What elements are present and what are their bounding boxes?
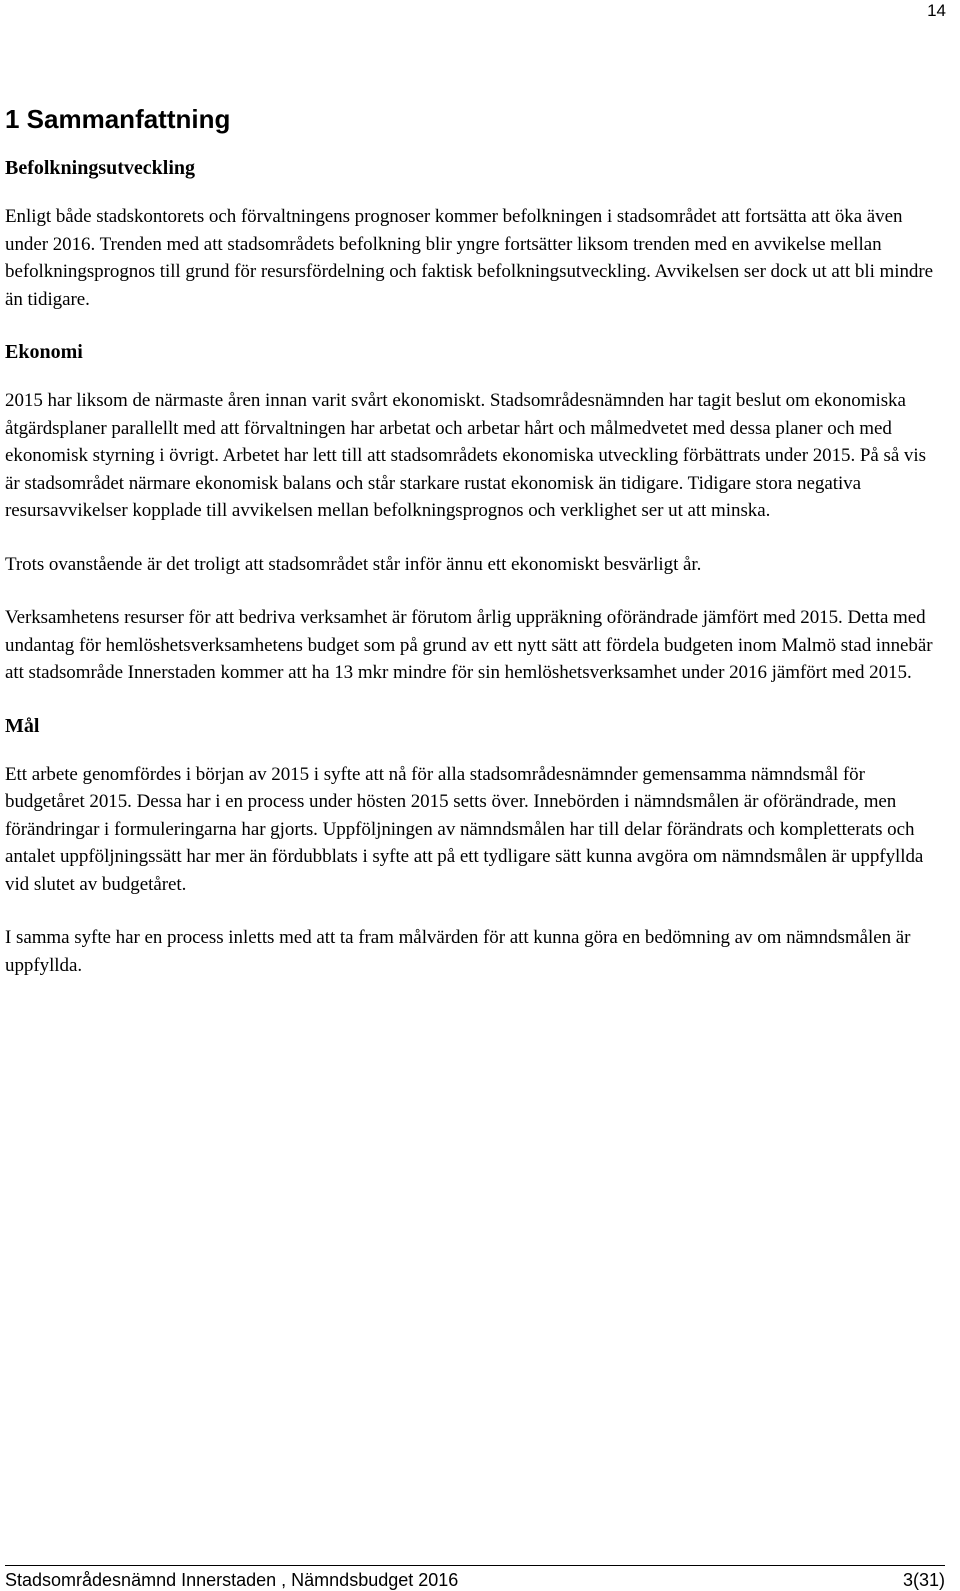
- paragraph: I samma syfte har en process inletts med att ta fram målvärden för att kunna göra en bedömning av om nämndsmålen är uppfyllda.: [5, 927, 911, 976]
- footer-page-count: 3(31): [902, 1570, 945, 1590]
- paragraph: Verksamhetens resurser för att bedriva verksamhet är förutom årlig uppräkning oförändrade jämfört med 2015. Detta med undantag för hemlöshetsverksamhetens budget som på grund av ett nytt sätt att fördela budgeten inom Malmö stad innebär att stadsområde Innerstaden kommer att ha 13 mkr mindre för sin hemlöshetsverksamhet under 2016 jämfört med 2015.: [5, 607, 933, 683]
- section-title-mal: Mål: [5, 714, 40, 737]
- section-title-befolkning: Befolkningsutveckling: [5, 157, 196, 179]
- page-number: 14: [927, 1, 946, 20]
- page-footer: [5, 1565, 945, 1591]
- paragraph: Enligt både stadskontorets och förvaltningens prognoser kommer befolkningen i stadsområdet att fortsätta att öka även under 2016. Trenden med att stadsområdets befolkning blir yngre fortsätter liksom trenden med en avvikelse mellan befolkningsprognos till grund för resursfördelning och faktisk befolkningsutveckling. Avvikelsen ser dock ut att bli mindre än tidigare.: [5, 206, 934, 310]
- paragraph: Ett arbete genomfördes i början av 2015 i syfte att nå för alla stadsområdesnämnder gemensamma nämndsmål för budgetåret 2015. Dessa har i en process under hösten 2015 setts över. Innebörden i nämndsmålen är oförändrade, men förändringar i formuleringarna har gjorts. Uppföljningen av nämndsmålen har till delar förändrats och kompletterats och antalet uppföljningssätt har mer än fördubblats i syfte att på ett tydligare sätt kunna avgöra om nämndsmålen är uppfyllda vid slutet av budgetåret.: [5, 763, 924, 895]
- document-body: [5, 102, 935, 1005]
- section-title-ekonomi: Ekonomi: [5, 341, 83, 363]
- paragraph: 2015 har liksom de närmaste åren innan varit svårt ekonomiskt. Stadsområdesnämnden har tagit beslut om ekonomiska åtgärdsplaner parallellt med att förvaltningen har arbetat och arbetar hårt och målmedvetet med dessa planer och med ekonomisk styrning i övrigt. Arbetet har lett till att stadsområdets ekonomiska utveckling förbättrats under 2015. På så vis är stadsområdet närmare ekonomisk balans och står starkare rustat ekonomisk än tidigare. Tidigare stora negativa resursavvikelser kopplade till avvikelsen mellan befolkningsprognos och verklighet ser ut att minska.: [5, 390, 926, 521]
- paragraph: Trots ovanstående är det troligt att stadsområdet står inför ännu ett ekonomiskt besvärligt år.: [5, 553, 702, 575]
- footer-document-title: Stadsområdesnämnd Innerstaden , Nämndsbudget 2016: [5, 1570, 459, 1590]
- page-title: 1 Sammanfattning: [5, 104, 231, 134]
